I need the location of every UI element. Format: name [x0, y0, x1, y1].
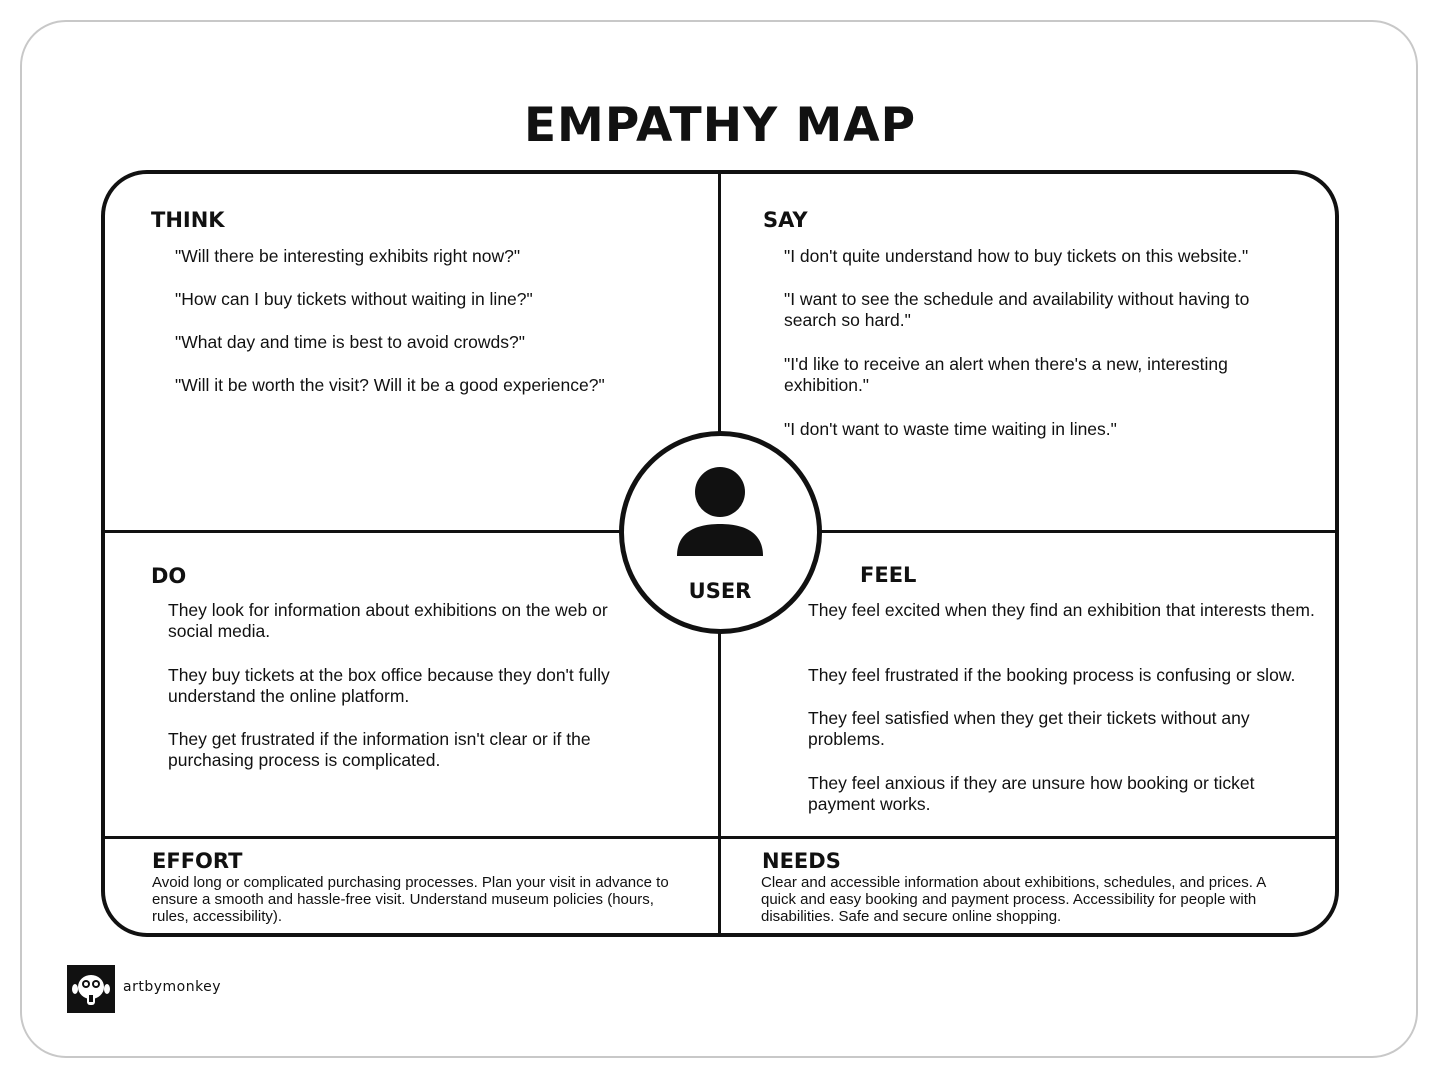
page-title: EMPATHY MAP — [523, 98, 917, 153]
think-item: "What day and time is best to avoid crowds?" — [175, 332, 525, 352]
think-item: "How can I buy tickets without waiting in line?" — [175, 289, 533, 309]
think-item: "Will there be interesting exhibits right now?" — [175, 246, 521, 266]
do-heading: DO — [151, 564, 187, 588]
do-item: They get frustrated if the information isn't clear or if the purchasing process is complicated. — [168, 729, 591, 770]
think-heading: THINK — [151, 208, 225, 232]
needs-text: Clear and accessible information about exhibitions, schedules, and prices. A quick and easy booking and payment process. Accessibility for people with disabilities. Safe and secure online shopping. — [761, 874, 1266, 925]
say-item: "I don't want to waste time waiting in lines." — [784, 419, 1117, 439]
feel-item: They feel satisfied when they get their tickets without any problems. — [808, 708, 1250, 749]
feel-item: They feel anxious if they are unsure how booking or ticket payment works. — [808, 773, 1255, 814]
say-item: "I don't quite understand how to buy tickets on this website." — [784, 246, 1249, 266]
brand-name: artbymonkey — [123, 979, 222, 995]
say-item: "I'd like to receive an alert when there's a new, interesting exhibition." — [784, 354, 1228, 395]
think-item: "Will it be worth the visit? Will it be a good experience?" — [175, 375, 605, 395]
user-label: USER — [688, 579, 752, 603]
user-icon — [676, 466, 764, 558]
feel-item: They feel excited when they find an exhibition that interests them. — [808, 600, 1315, 620]
feel-item: They feel frustrated if the booking process is confusing or slow. — [808, 665, 1296, 685]
do-item: They buy tickets at the box office because they don't fully understand the online platform. — [168, 665, 610, 706]
needs-heading: NEEDS — [762, 849, 841, 873]
feel-heading: FEEL — [860, 563, 917, 587]
effort-text: Avoid long or complicated purchasing processes. Plan your visit in advance to ensure a smooth and hassle-free visit. Understand museum policies (hours, rules, accessibility). — [152, 874, 669, 925]
say-heading: SAY — [763, 208, 808, 232]
do-item: They look for information about exhibitions on the web or social media. — [168, 600, 608, 641]
effort-heading: EFFORT — [152, 849, 243, 873]
bottom-divider — [103, 836, 1337, 839]
monkey-logo-icon — [67, 965, 115, 1013]
say-item: "I want to see the schedule and availability without having to search so hard." — [784, 289, 1250, 330]
